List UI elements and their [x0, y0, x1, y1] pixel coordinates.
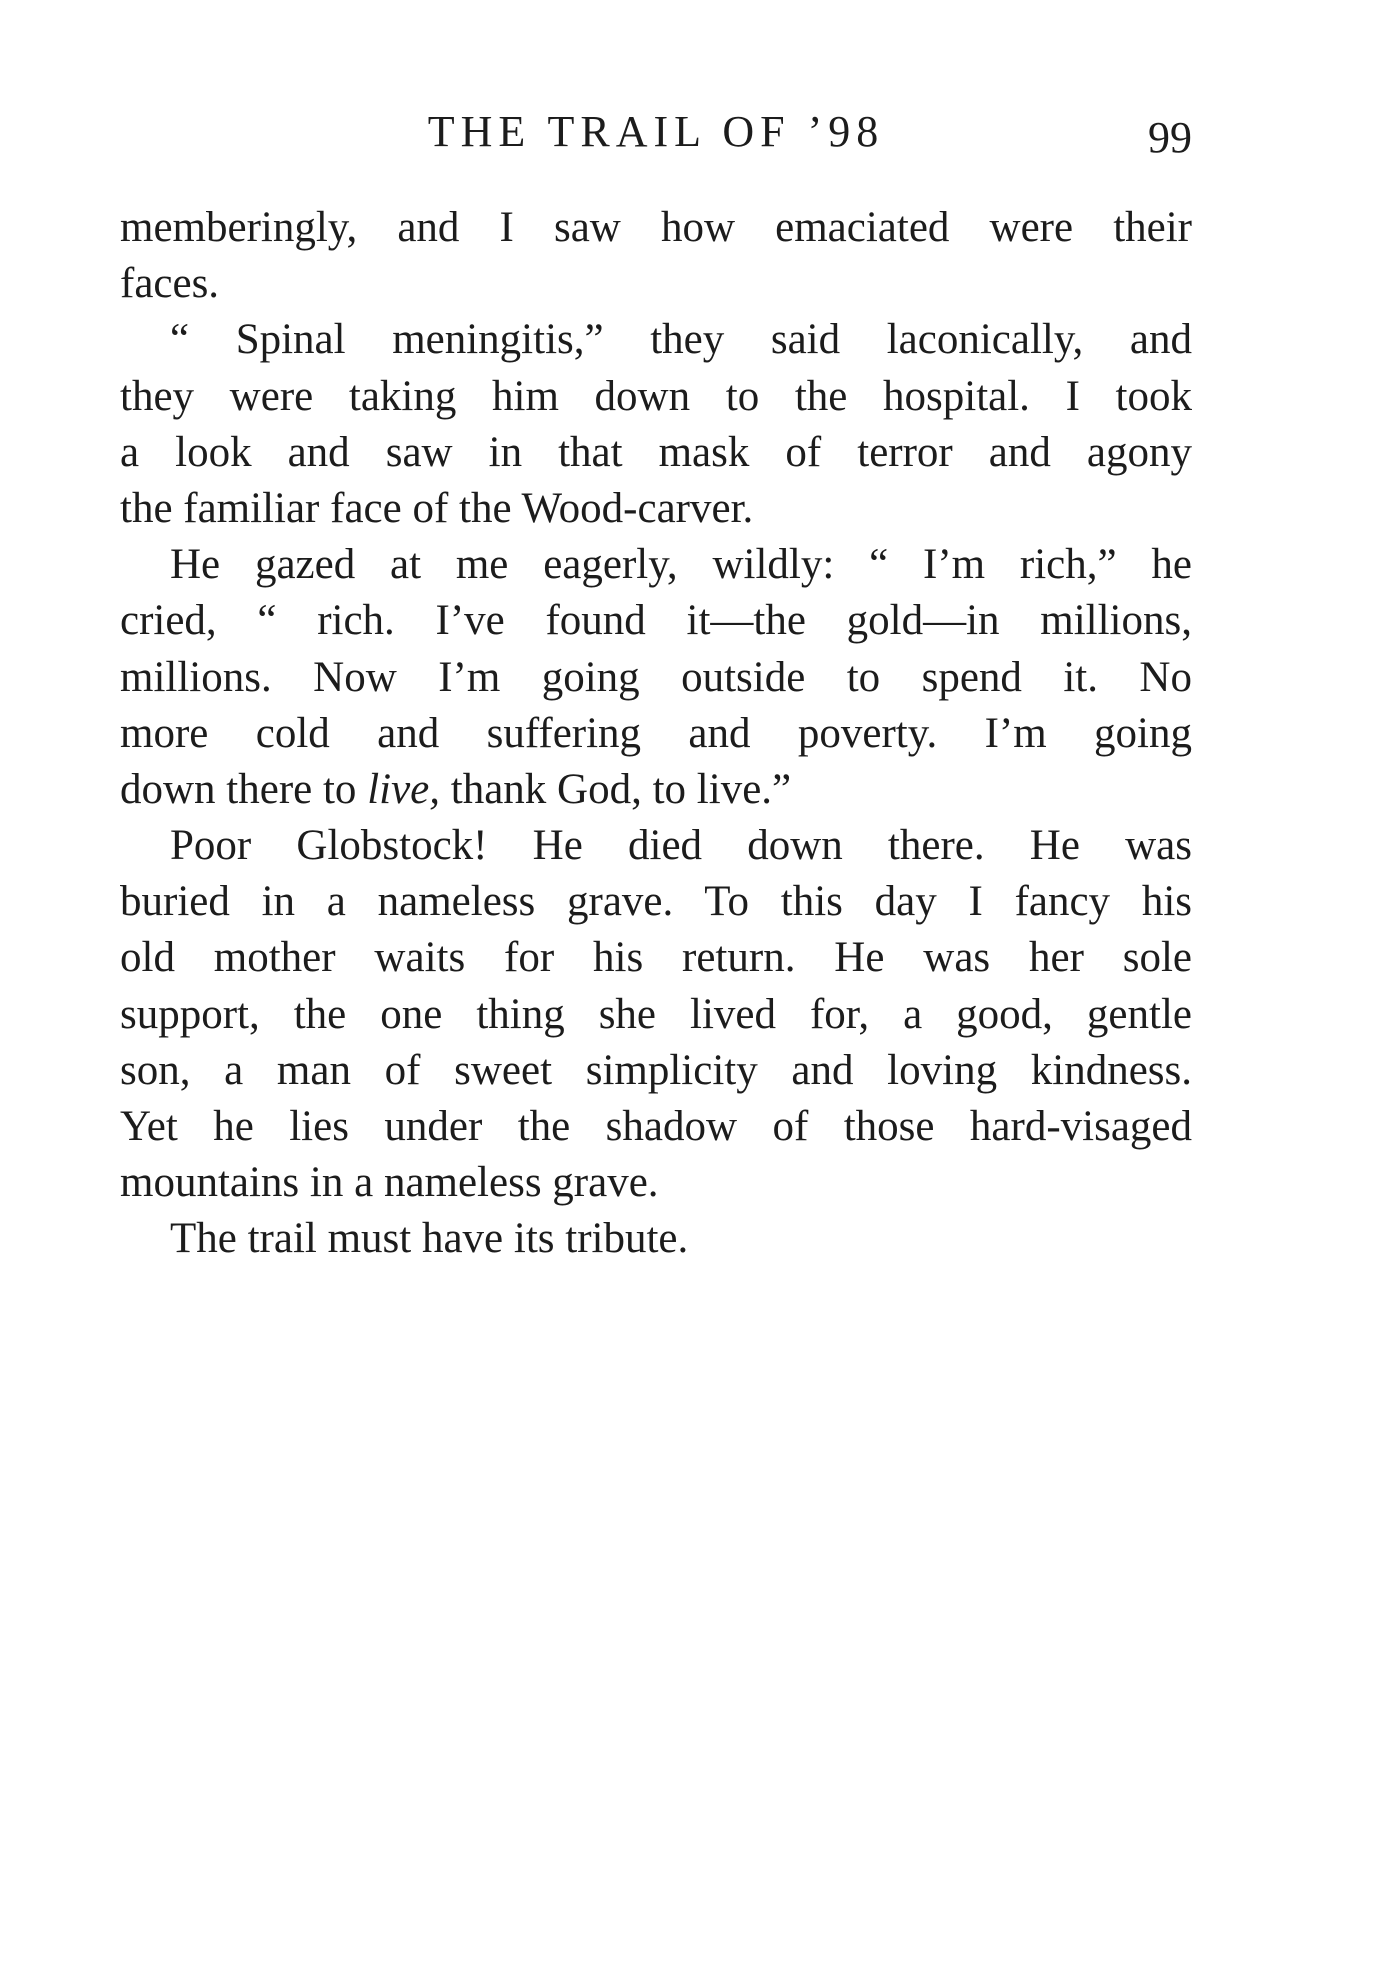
text-segment: down there to: [120, 765, 368, 813]
running-title: THE TRAIL OF ’98: [427, 107, 885, 156]
text-line: son, a man of sweet simplicity and loving kindness.: [120, 1046, 1192, 1094]
page-number: 99: [1148, 113, 1192, 162]
text-line: He gazed at me eagerly, wildly: “ I’m rich,” he: [170, 541, 1192, 589]
text-line: they were taking him down to the hospital. I took: [120, 372, 1192, 420]
text-segment: thank God, to live.”: [440, 765, 792, 813]
text-line: buried in a nameless grave. To this day I fancy his: [120, 878, 1192, 926]
text-line: Yet he lies under the shadow of those hard-visaged: [120, 1103, 1192, 1150]
text-line: cried, “ rich. I’ve found it—the gold—in millions,: [120, 597, 1192, 645]
text-line-with-italic: [120, 762, 1192, 818]
text-line: The trail must have its tribute.: [170, 1215, 689, 1263]
text-line: mountains in a nameless grave.: [120, 1159, 659, 1207]
running-head: [120, 102, 1192, 162]
body-text: [120, 200, 1192, 1268]
text-line: old mother waits for his return. He was her sole: [120, 934, 1192, 982]
text-line: “ Spinal meningitis,” they said laconically, and: [170, 316, 1192, 364]
text-line: memberingly, and I saw how emaciated were their: [120, 204, 1192, 251]
text-line: millions. Now I’m going outside to spend it. No: [120, 653, 1192, 701]
text-line: the familiar face of the Wood-carver.: [120, 484, 754, 532]
text-line: more cold and suffering and poverty. I’m going: [120, 709, 1192, 757]
text-line: a look and saw in that mask of terror and agony: [120, 428, 1192, 476]
text-line: support, the one thing she lived for, a good, gentle: [120, 990, 1192, 1038]
italic-word: live,: [367, 765, 441, 813]
text-line: faces.: [120, 260, 220, 308]
text-line: Poor Globstock! He died down there. He was: [170, 822, 1192, 870]
